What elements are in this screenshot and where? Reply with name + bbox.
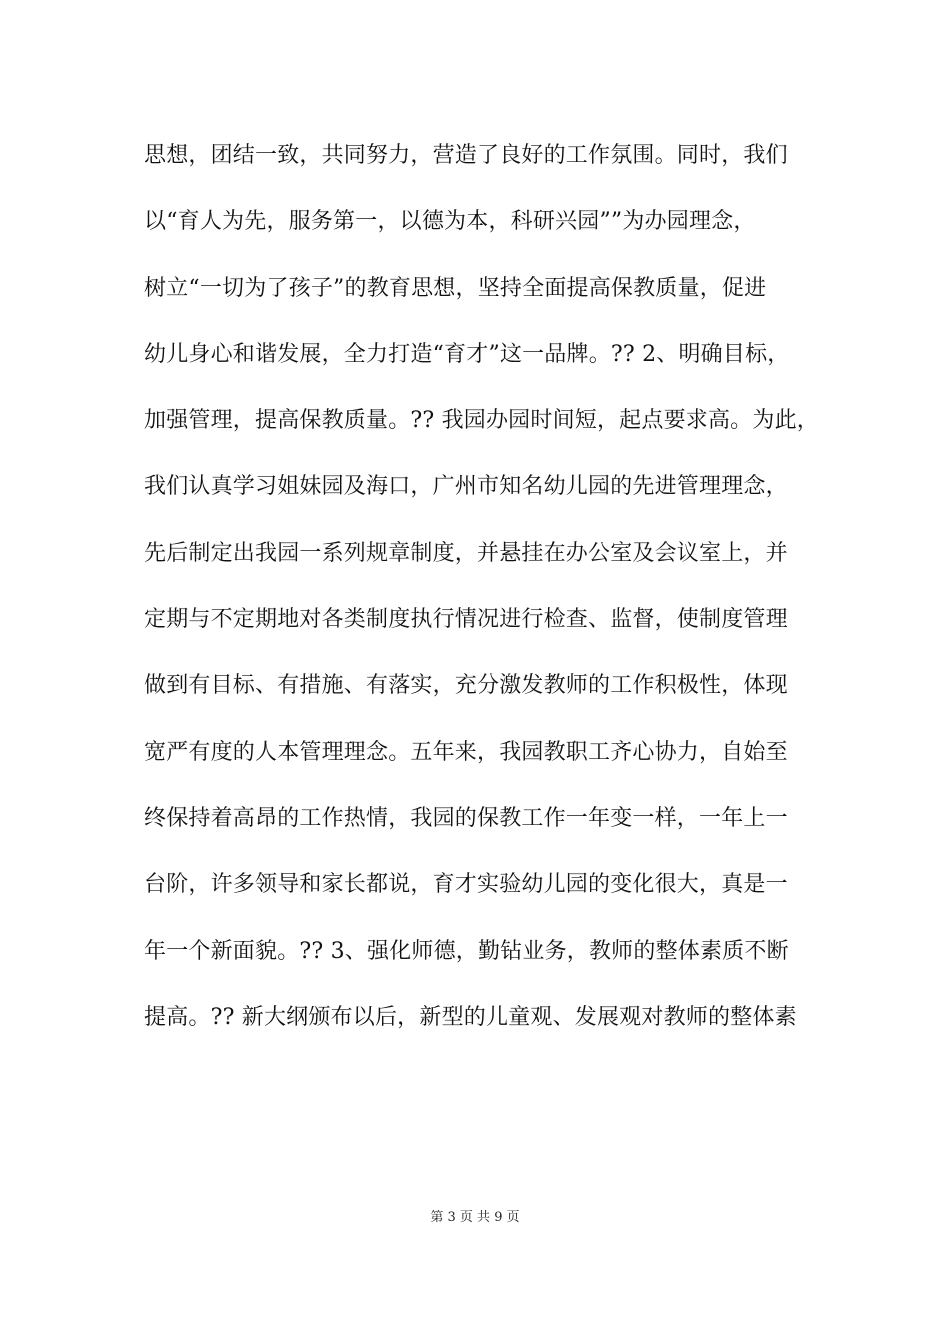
text-line: 我们认真学习姐妹园及海口，广州市知名幼儿园的先进管理理念，: [144, 474, 788, 500]
text-line: 提高。?? 新大纲颁布以后，新型的儿童观、发展观对教师的整体素: [144, 1004, 797, 1030]
text-line: 做到有目标、有措施、有落实，充分激发教师的工作积极性，体现: [144, 673, 788, 699]
text-line: 台阶，许多领导和家长都说，育才实验幼儿园的变化很大，真是一: [144, 872, 788, 898]
page-number: 第 3 页 共 9 页: [430, 1210, 520, 1225]
text-line: 加强管理，提高保教质量。?? 我园办园时间短，起点要求高。为此，: [144, 408, 819, 434]
text-line: 以“育人为先，服务第一，以德为本，科研兴园””为办园理念，: [144, 209, 756, 235]
text-line: 定期与不定期地对各类制度执行情况进行检查、监督，使制度管理: [144, 607, 788, 633]
page-footer: [0, 1208, 950, 1228]
body-text: [144, 136, 844, 1064]
text-line: 年一个新面貌。?? 3、强化师德，勤钻业务，教师的整体素质不断: [144, 938, 789, 964]
text-line: 先后制定出我园一系列规章制度，并悬挂在办公室及会议室上，并: [144, 540, 788, 566]
text-line: 思想，团结一致，共同努力，营造了良好的工作氛围。同时，我们: [144, 143, 788, 168]
text-line: 宽严有度的人本管理理念。五年来，我园教职工齐心协力，自始至: [144, 739, 788, 765]
text-line: 终保持着高昂的工作热情，我园的保教工作一年变一样，一年上一: [144, 805, 788, 831]
text-line: 树立“一切为了孩子”的教育思想，坚持全面提高保教质量，促进: [144, 275, 767, 301]
text-line: 幼儿身心和谐发展，全力打造“育才”这一品牌。?? 2、明确目标，: [144, 341, 790, 367]
